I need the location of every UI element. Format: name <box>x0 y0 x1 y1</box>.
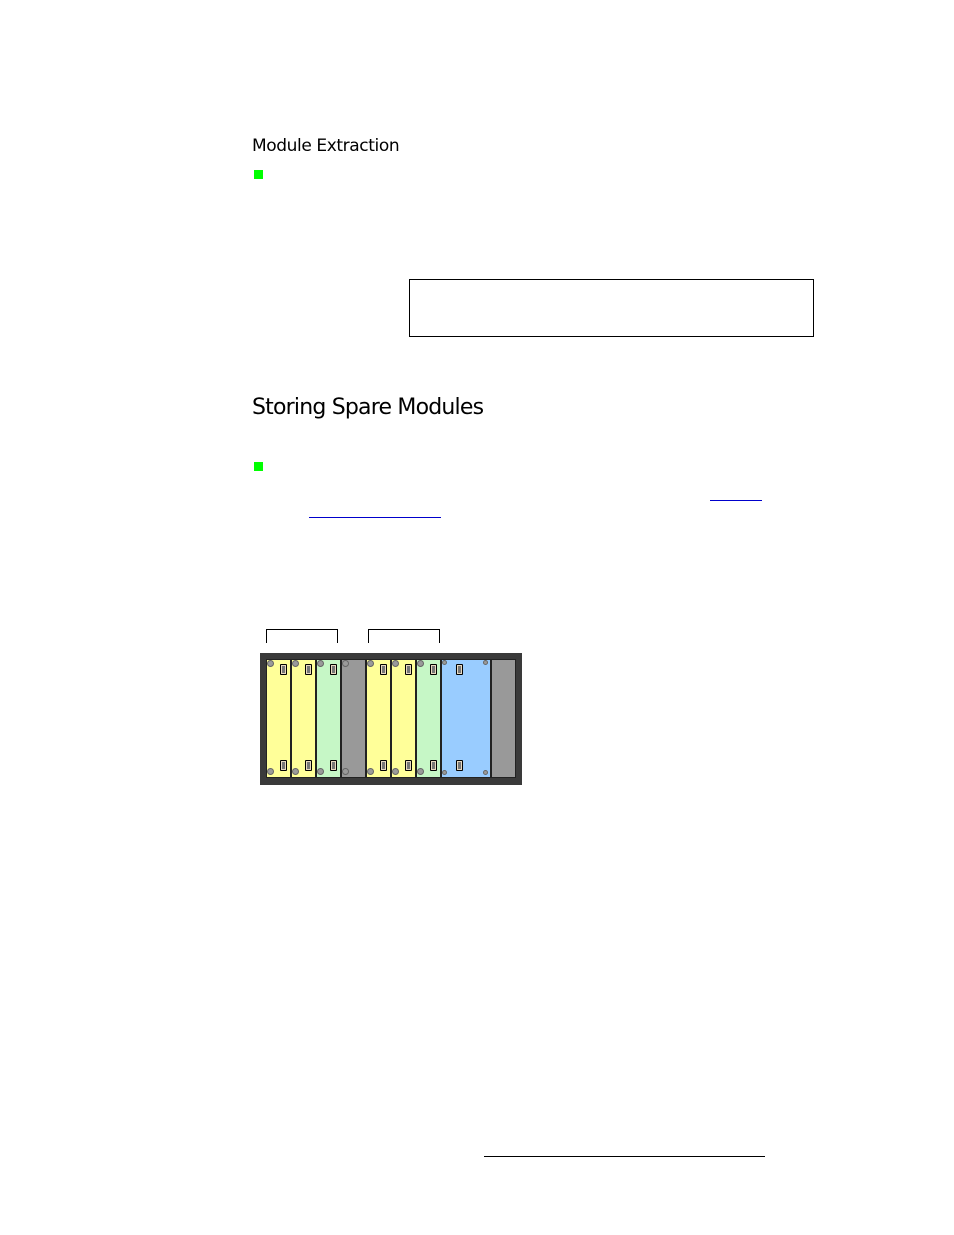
module-handle-icon <box>405 760 412 771</box>
screw-icon <box>317 768 324 775</box>
module-handle-icon <box>456 760 463 771</box>
screw-icon <box>342 768 349 775</box>
module-slot <box>291 659 316 778</box>
section-heading-storing-spare-modules: Storing Spare Modules <box>252 395 484 420</box>
module-slot-wide <box>441 659 491 778</box>
module-slot <box>391 659 416 778</box>
screw-icon <box>342 660 349 667</box>
screw-icon <box>442 660 447 665</box>
module-handle-icon <box>456 664 463 675</box>
module-handle-icon <box>280 664 287 675</box>
module-handle-icon <box>305 664 312 675</box>
group-bracket <box>368 629 440 643</box>
module-handle-icon <box>330 760 337 771</box>
screw-icon <box>292 768 299 775</box>
screw-icon <box>483 660 488 665</box>
module-slot <box>316 659 341 778</box>
screw-icon <box>267 768 274 775</box>
screw-icon <box>483 770 488 775</box>
module-handle-icon <box>405 664 412 675</box>
screw-icon <box>292 660 299 667</box>
module-handle-icon <box>305 760 312 771</box>
screw-icon <box>392 768 399 775</box>
module-handle-icon <box>380 664 387 675</box>
screw-icon <box>392 660 399 667</box>
screw-icon <box>317 660 324 667</box>
bullet-icon <box>254 170 263 179</box>
bullet-icon <box>254 462 263 471</box>
screw-icon <box>442 770 447 775</box>
module-handle-icon <box>330 664 337 675</box>
blank-slot <box>341 659 366 778</box>
screw-icon <box>367 660 374 667</box>
footer-rule <box>484 1156 765 1157</box>
section-heading-module-extraction: Module Extraction <box>252 136 400 156</box>
screw-icon <box>417 660 424 667</box>
screw-icon <box>367 768 374 775</box>
screw-icon <box>267 660 274 667</box>
module-slot <box>266 659 291 778</box>
module-slot <box>416 659 441 778</box>
module-handle-icon <box>380 760 387 771</box>
note-box <box>409 279 814 337</box>
screw-icon <box>417 768 424 775</box>
hyperlink-underline[interactable] <box>309 517 441 518</box>
module-handle-icon <box>430 664 437 675</box>
group-bracket <box>266 629 338 643</box>
hyperlink-underline[interactable] <box>710 500 762 501</box>
module-slot <box>366 659 391 778</box>
module-handle-icon <box>430 760 437 771</box>
module-handle-icon <box>280 760 287 771</box>
blank-slot <box>491 659 516 778</box>
